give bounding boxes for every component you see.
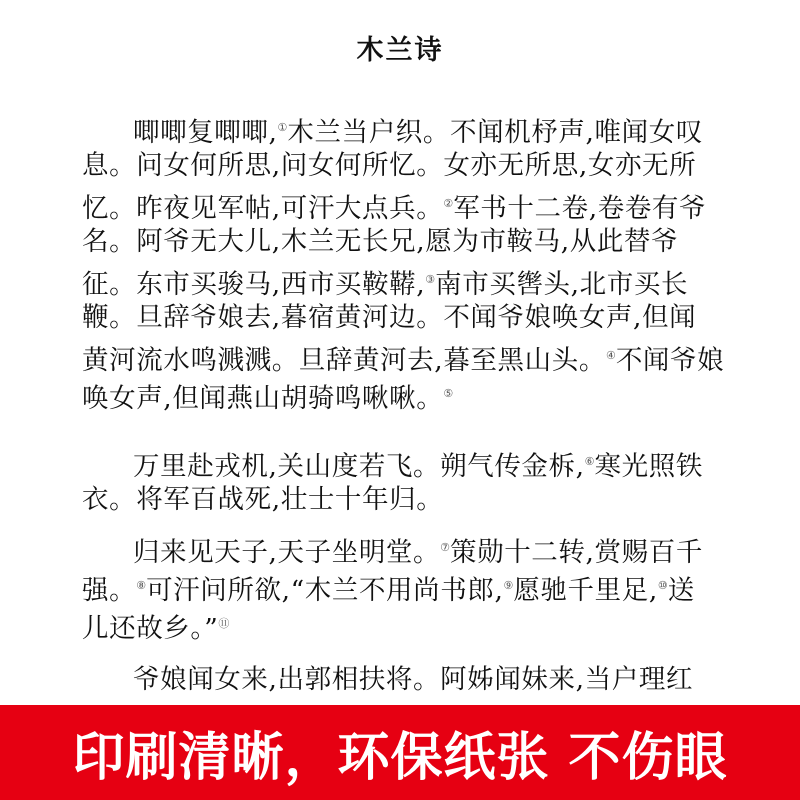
- poem-line: 归来见天子,天子坐明堂。⑦策勋十二转,赏赐百千: [133, 536, 703, 568]
- footnote-marker: ⑧: [136, 579, 147, 592]
- footnote-marker: ③: [425, 273, 436, 286]
- poem-line: 衣。将军百战死,壮士十年归。: [82, 484, 444, 515]
- footnote-marker: ②: [443, 197, 454, 210]
- poem-line: 万里赴戎机,关山度若飞。朔气传金柝,⑥寒光照铁: [133, 450, 703, 482]
- footnote-marker: ⑪: [218, 617, 230, 630]
- poem-line: 唤女声,但闻燕山胡骑鸣啾啾。⑤: [82, 382, 454, 414]
- footnote-marker: ⑩: [657, 579, 668, 592]
- footnote-marker: ①: [277, 121, 288, 134]
- footnote-marker: ④: [605, 349, 616, 362]
- footnote-marker: ⑦: [440, 541, 450, 554]
- poem-line: 忆。昨夜见军帖,可汗大点兵。②军书十二卷,卷卷有爷: [82, 192, 707, 224]
- poem-title: 木兰诗: [356, 35, 444, 66]
- promo-banner: 印刷清晰，环保纸张 不伤眼: [0, 705, 800, 800]
- footnote-marker: ⑥: [584, 455, 595, 468]
- footnote-marker: ⑤: [443, 387, 454, 400]
- poem-line: 黄河流水鸣溅溅。旦辞黄河去,暮至黑山头。④不闻爷娘: [82, 344, 725, 376]
- poem-line: 爷娘闻女来,出郭相扶将。阿姊闻妹来,当户理红: [133, 664, 694, 695]
- footnote-marker: ⑨: [503, 579, 514, 592]
- poem-line: 息。问女何所思,问女何所忆。女亦无所思,女亦无所: [82, 150, 697, 181]
- poem-line: 名。阿爷无大儿,木兰无长兄,愿为市鞍马,从此替爷: [82, 226, 679, 257]
- poem-line: 儿还故乡。”⑪: [82, 612, 230, 644]
- poem-line: 征。东市买骏马,西市买鞍鞯,③南市买辔头,北市买长: [82, 268, 689, 300]
- poem-line: 唧唧复唧唧,①木兰当户织。不闻机杼声,唯闻女叹: [133, 116, 703, 148]
- poem-line: 鞭。旦辞爷娘去,暮宿黄河边。不闻爷娘唤女声,但闻: [82, 302, 697, 333]
- poem-line: 强。⑧可汗问所欲,“木兰不用尚书郎,⑨愿驰千里足,⑩送: [82, 574, 695, 606]
